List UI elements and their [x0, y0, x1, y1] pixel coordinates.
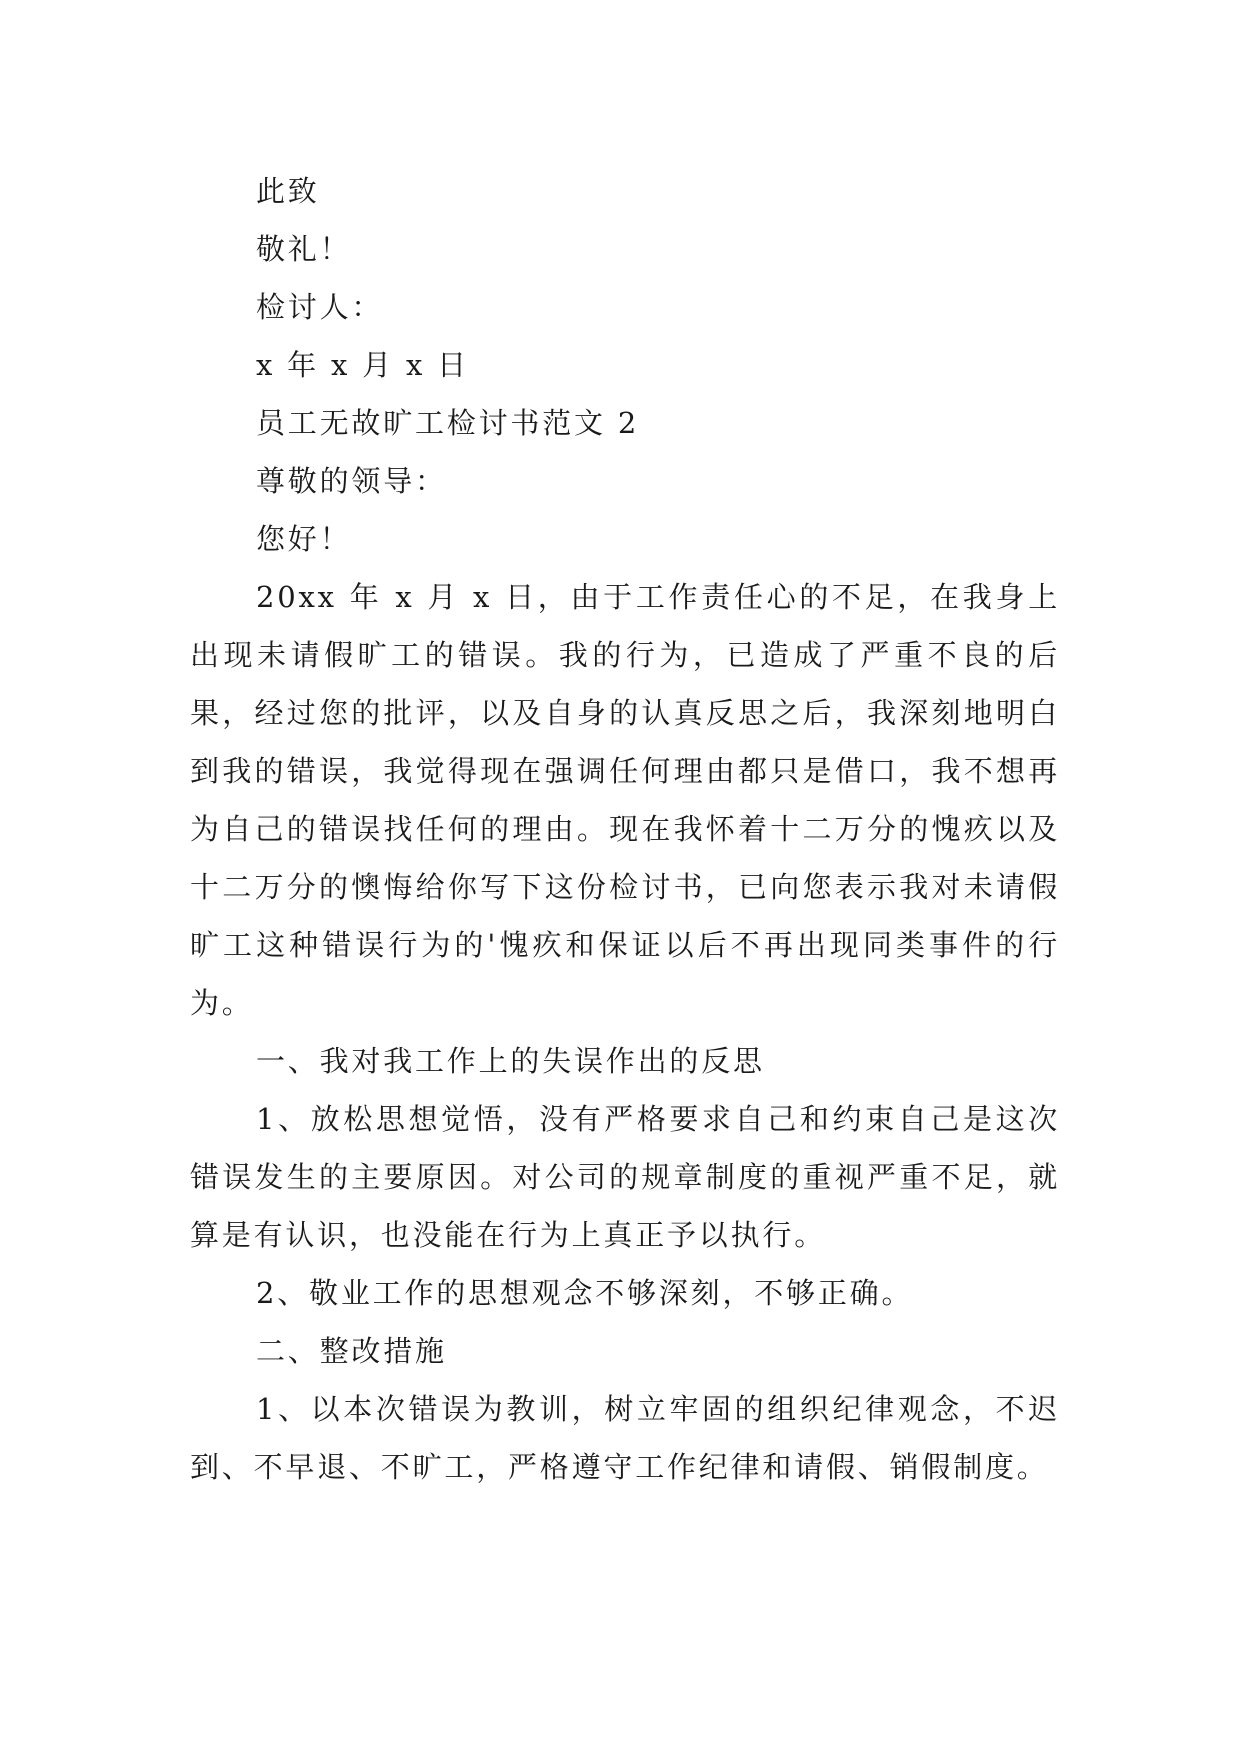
document-heading: 员工无故旷工检讨书范文 2	[256, 406, 640, 440]
measure-item-1: 1、以本次错误为教训，树立牢固的组织纪律观念，不迟到、不早退、不旷工，严格遵守工作纪律和请假、销假制度。	[190, 1392, 1060, 1484]
closing-line-1: 此致	[256, 174, 320, 208]
closing-line-2: 敬礼！	[256, 232, 352, 266]
section-title-reflection: 一、我对我工作上的失误作出的反思	[256, 1044, 765, 1078]
body-paragraph: 20xx 年 x 月 x 日，由于工作责任心的不足，在我身上出现未请假旷工的错误。我的行为，已造成了严重不良的后果，经过您的批评，以及自身的认真反思之后，我深刻地明白到我的错误，我觉得现在强调任何理由都只是借口，我不想再为自己的错误找任何的理由。现在我怀着十二万分的愧疚以及十二万分的懊悔给你写下这份检讨书，已向您表示我对未请假旷工这种错误行为的'愧疚和保证以后不再出现同类事件的行为。	[190, 580, 1060, 1020]
section-title-measures: 二、整改措施	[256, 1334, 447, 1368]
signer-label: 检讨人：	[256, 290, 384, 324]
salutation: 尊敬的领导：	[256, 464, 447, 498]
document-body	[190, 162, 1060, 1496]
greeting: 您好！	[256, 522, 352, 556]
reflection-item-1: 1、放松思想觉悟，没有严格要求自己和约束自己是这次错误发生的主要原因。对公司的规章制度的重视严重不足，就算是有认识，也没能在行为上真正予以执行。	[190, 1102, 1060, 1252]
date-line: x 年 x 月 x 日	[256, 348, 469, 382]
reflection-item-2: 2、敬业工作的思想观念不够深刻，不够正确。	[256, 1276, 914, 1310]
